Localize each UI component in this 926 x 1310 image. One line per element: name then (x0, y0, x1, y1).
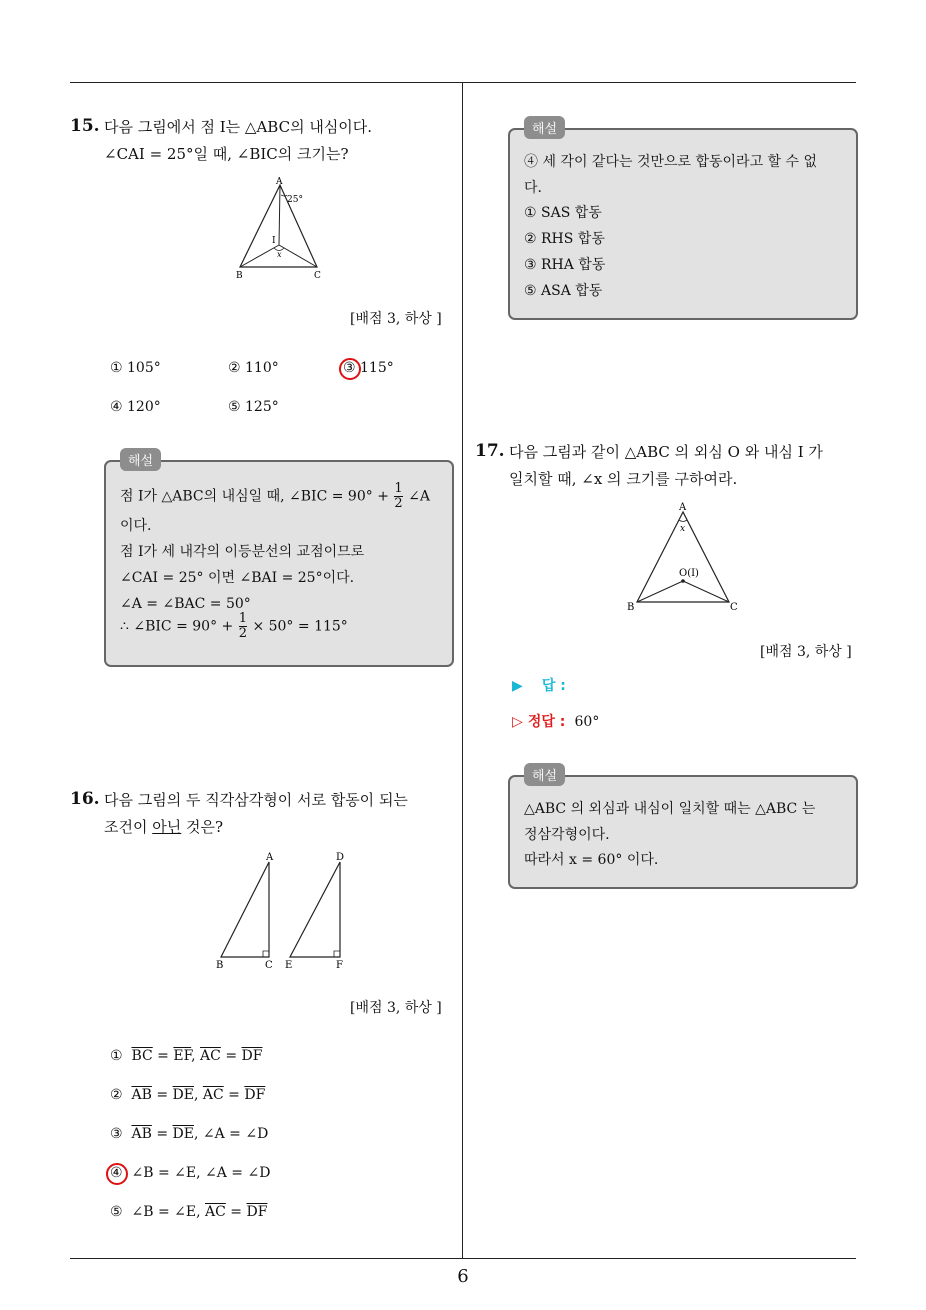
question-number: 16. (70, 789, 100, 809)
label-C: C (314, 271, 321, 281)
seg-1: $\overline{AB}$ (131, 1087, 152, 1103)
question-line-1: 다음 그림과 같이 △ABC 의 외심 O 와 내심 I 가 (509, 443, 823, 461)
figure-triangle-circumcenter (620, 500, 745, 615)
eq: = (153, 1165, 175, 1181)
question-number: 17. (475, 441, 505, 461)
label-B: B (236, 271, 243, 281)
line1-text: 점 I가 △ABC의 내심일 때, ∠BIC = 90° + (120, 488, 389, 505)
top-rule (70, 82, 856, 83)
seg-3: $\overline{AC}$ (205, 1204, 226, 1220)
sep: , (193, 1087, 203, 1103)
label-x: x (277, 250, 282, 259)
angle-1: ∠A (202, 1126, 225, 1142)
eq: = (153, 1204, 175, 1220)
choice-num: ③ (110, 1126, 123, 1142)
explanation-box (104, 454, 454, 667)
explanation-line-2: 정삼각형이다. (524, 827, 610, 843)
seg-3: $\overline{AC}$ (200, 1048, 221, 1064)
angle-2: ∠E (174, 1204, 197, 1220)
seg-3: $\overline{AC}$ (202, 1087, 224, 1103)
seg-2: $\overline{DE}$ (172, 1126, 194, 1142)
seg-1: $\overline{AB}$ (131, 1126, 152, 1142)
sep: , (193, 1126, 203, 1142)
figure-triangle-incenter (225, 175, 340, 285)
eq: = (220, 1048, 242, 1064)
explanation-line-6: ⑤ ASA 합동 (524, 283, 603, 299)
correct-answer-row (512, 711, 599, 731)
explanation-line-3: 점 I가 세 내각의 이등분선의 교점이므로 (120, 544, 365, 560)
choice-5[interactable] (110, 1204, 267, 1220)
label-A: A (276, 177, 283, 187)
label-angle: 25° (287, 195, 303, 205)
choice-4[interactable] (110, 1165, 270, 1181)
question-line-2 (104, 814, 408, 841)
label-I: I (272, 236, 276, 246)
question-text (104, 114, 372, 168)
label-B: B (216, 960, 224, 971)
fraction (394, 482, 402, 511)
explanation-box (508, 122, 858, 320)
explanation-line-5: ∠A = ∠BAC = 50° (120, 596, 251, 612)
eq: = (225, 1204, 247, 1220)
angle-4: ∠D (247, 1165, 271, 1181)
line2-pre: 조건이 (104, 818, 153, 836)
explanation-box (508, 769, 858, 889)
label-O: O(I) (679, 568, 699, 579)
bottom-rule (70, 1258, 856, 1259)
explanation-line-1 (120, 482, 430, 511)
eq: = (151, 1087, 173, 1103)
explanation-tag: 해설 (524, 116, 565, 139)
angle-1: ∠B (131, 1165, 154, 1181)
score-label: [배점 3, 하상 ] (760, 644, 852, 660)
label-C: C (265, 960, 273, 971)
answer-row (512, 675, 566, 695)
explanation-tag: 해설 (120, 448, 161, 471)
choice-4[interactable]: ④ 120° (110, 399, 161, 415)
angle-1: ∠B (131, 1204, 154, 1220)
explanation-line-1: △ABC 의 외심과 내심이 일치할 때는 △ABC 는 (524, 801, 816, 817)
explanation-line-2: 이다. (120, 518, 152, 534)
eq: = (226, 1165, 248, 1181)
fraction (239, 612, 247, 641)
figure-right-triangles (210, 850, 360, 975)
explanation-line-5: ③ RHA 합동 (524, 257, 606, 273)
choice-num: ⑤ (110, 1204, 123, 1220)
score-label: [배점 3, 하상 ] (350, 1000, 442, 1016)
fraction-den: 2 (394, 496, 403, 511)
seg-4: $\overline{DF}$ (244, 1087, 266, 1103)
explanation-line-3: ① SAS 합동 (524, 205, 602, 221)
choice-2[interactable]: ② 110° (228, 360, 279, 376)
seg-4: $\overline{DF}$ (246, 1204, 268, 1220)
page-number: 6 (457, 1266, 469, 1287)
score-label: [배점 3, 하상 ] (350, 311, 442, 327)
explanation-line-6 (120, 612, 348, 641)
choice-5[interactable]: ⑤ 125° (228, 399, 279, 415)
eq: = (223, 1087, 245, 1103)
label-x: x (680, 524, 686, 534)
line6-post: × 50° = 115° (252, 618, 348, 635)
seg-2: $\overline{EF}$ (173, 1048, 192, 1064)
explanation-line-1: ④ 세 각이 같다는 것만으로 합동이라고 할 수 없 (524, 154, 818, 170)
seg-4: $\overline{DF}$ (241, 1048, 263, 1064)
answer-marker-icon: ▶ (512, 678, 523, 694)
choice-2[interactable] (110, 1087, 265, 1103)
choice-3[interactable]: ③ 115° (343, 360, 394, 376)
explanation-line-4: ∠CAI = 25° 이면 ∠BAI = 25°이다. (120, 570, 355, 586)
eq: = (151, 1126, 173, 1142)
question-text (509, 439, 823, 493)
question-line-2: ∠CAI = 25°일 때, ∠BIC의 크기는? (104, 145, 349, 163)
question-number: 15. (70, 116, 100, 136)
eq: = (152, 1048, 174, 1064)
line6-text: ∴ ∠BIC = 90° + (120, 618, 234, 635)
marked-answer-circle (339, 358, 361, 380)
label-D: D (336, 852, 345, 863)
angle-2: ∠D (245, 1126, 269, 1142)
label-A: A (679, 502, 687, 513)
eq: = (224, 1126, 246, 1142)
angle-2: ∠E (174, 1165, 197, 1181)
column-divider (462, 82, 463, 1258)
explanation-line-2: 다. (524, 180, 542, 196)
choice-1[interactable] (110, 1048, 262, 1064)
correct-label: 정답 : (527, 714, 566, 730)
question-line-1: 다음 그림의 두 직각삼각형이 서로 합동이 되는 (104, 791, 408, 809)
label-F: F (336, 960, 343, 971)
label-A: A (266, 852, 274, 863)
choice-1[interactable]: ① 105° (110, 360, 161, 376)
seg-2: $\overline{DE}$ (172, 1087, 194, 1103)
fraction-den: 2 (238, 626, 247, 641)
question-text (104, 787, 408, 841)
choice-num: ④ (110, 1165, 123, 1181)
choice-num: ① (110, 1048, 123, 1064)
line1-post: ∠A (408, 488, 430, 505)
angle-3: ∠A (205, 1165, 227, 1181)
sep: , (196, 1165, 205, 1181)
underlined-word: 아닌 (152, 818, 182, 836)
label-C: C (730, 602, 738, 613)
seg-1: $\overline{BC}$ (131, 1048, 153, 1064)
explanation-line-3: 따라서 x = 60° 이다. (524, 852, 659, 868)
choice-num: ② (110, 1087, 123, 1103)
fraction-num: 1 (394, 481, 403, 496)
sep: , (196, 1204, 205, 1220)
correct-value: 60° (574, 714, 600, 730)
question-line-2: 일치할 때, ∠x 의 크기를 구하여라. (509, 470, 738, 488)
label-E: E (285, 960, 293, 971)
label-B: B (627, 602, 635, 613)
answer-label: 답 : (541, 678, 566, 694)
line2-post: 것은? (181, 818, 224, 836)
fraction-num: 1 (238, 611, 247, 626)
choice-3[interactable] (110, 1126, 268, 1142)
question-line-1: 다음 그림에서 점 I는 △ABC의 내심이다. (104, 118, 373, 136)
marked-answer-circle (106, 1163, 128, 1185)
correct-marker-icon: ▷ (512, 714, 523, 730)
explanation-tag: 해설 (524, 763, 565, 786)
explanation-line-4: ② RHS 합동 (524, 231, 605, 247)
sep: , (191, 1048, 201, 1064)
